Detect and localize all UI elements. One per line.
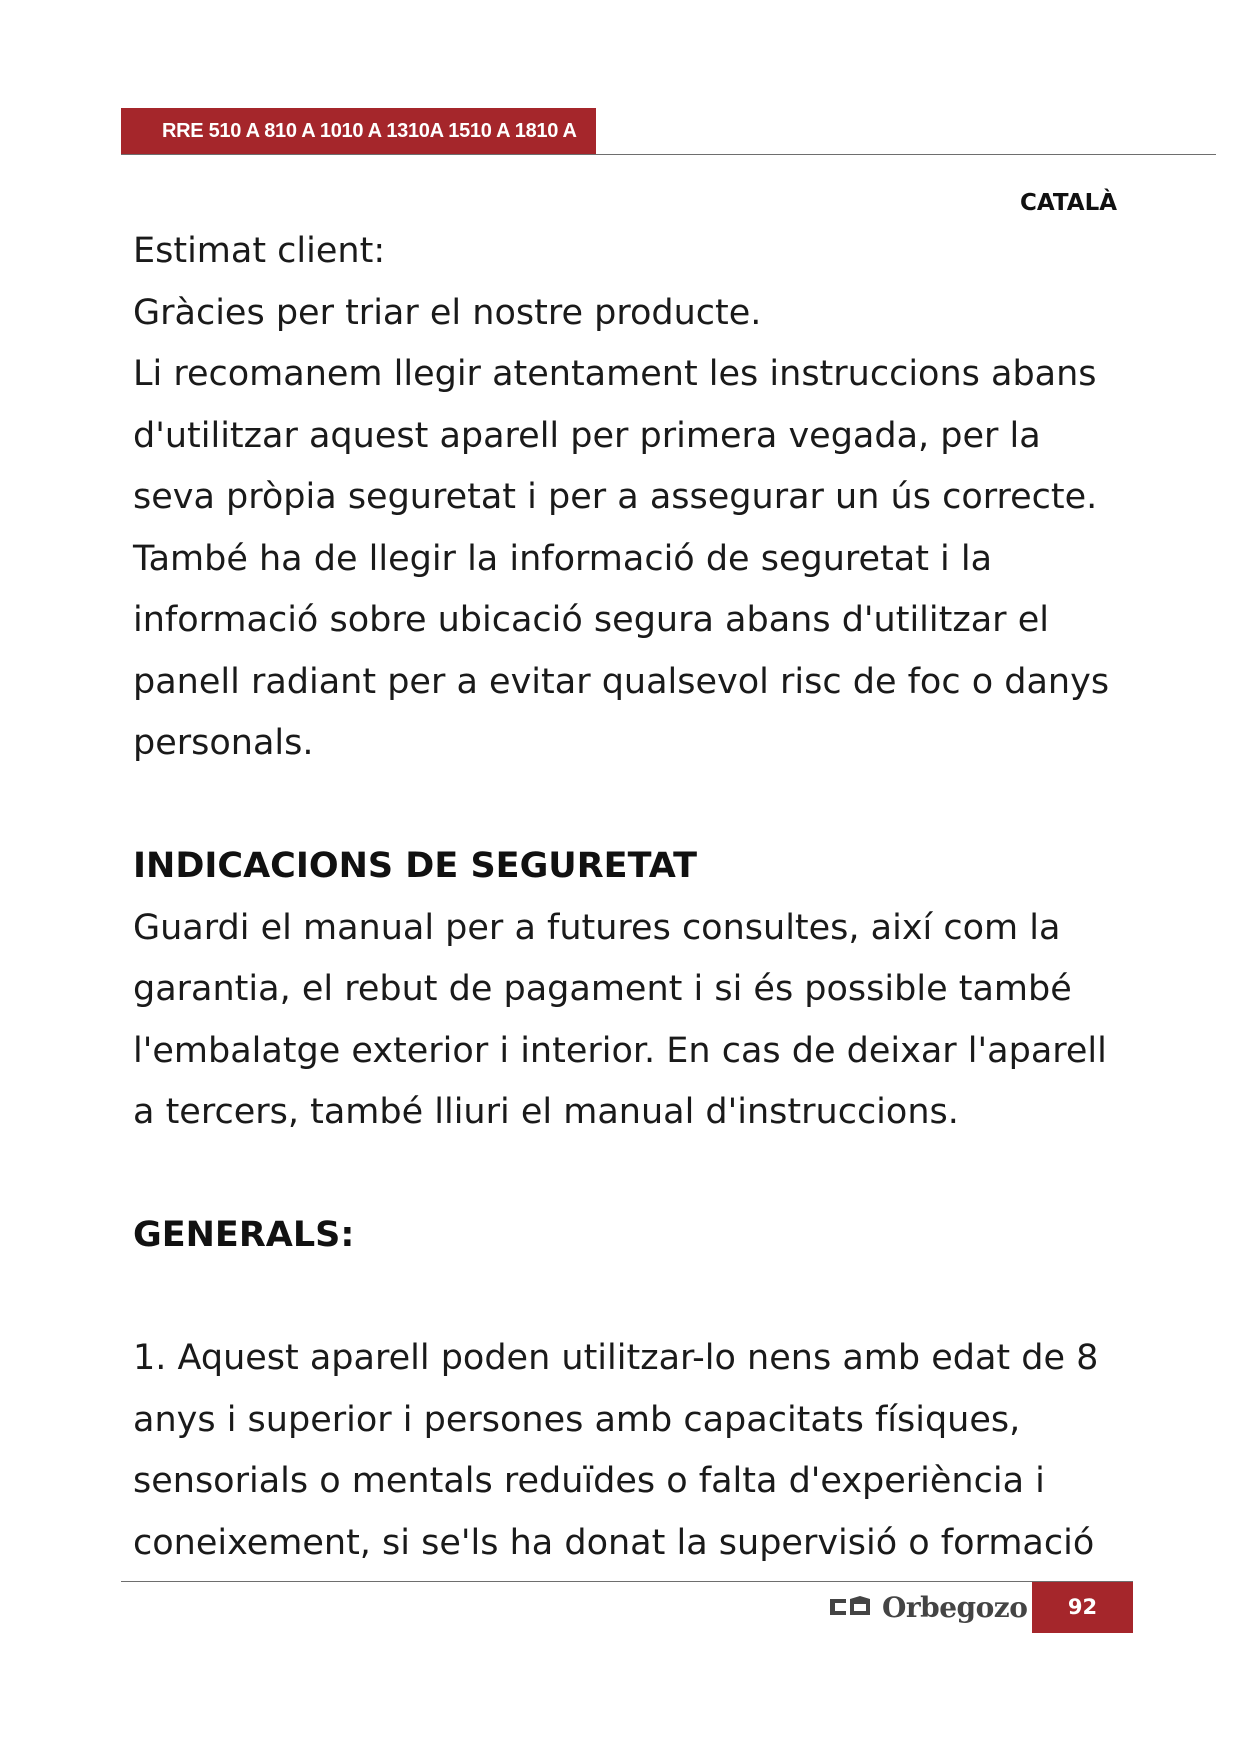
spacer — [133, 1267, 1133, 1329]
page-number: 92 — [1032, 1582, 1133, 1633]
model-label: RRE 510 A 810 A 1010 A 1310A 1510 A 1810 A — [121, 108, 596, 154]
greeting: Estimat client: — [133, 231, 386, 271]
recommendation-text: Li recomanem llegir atentament les instruccions abans d'utilitzar aquest aparell per primera vegada, per la seva pròpia seguretat i per a assegurar un ús correcte. — [133, 354, 1098, 517]
spacer — [133, 1144, 1133, 1206]
safety-heading: INDICACIONS DE SEGURETAT — [133, 846, 697, 886]
brand-mark-icon — [828, 1595, 872, 1619]
safety-text: Guardi el manual per a futures consultes, així com la garantia, el rebut de pagament i si és possible també l'embalatge exterior i interior. En cas de deixar l'aparell a tercers, també lliuri el manual d'instruccions. — [133, 907, 1107, 1132]
footer-divider — [121, 1581, 1133, 1582]
brand-name: Orbegozo — [882, 1590, 1028, 1624]
header-divider — [121, 154, 1216, 155]
page-body — [133, 221, 1133, 1574]
brand-logo — [828, 1591, 1027, 1623]
general-item-1: 1. Aquest aparell poden utilitzar-lo nens amb edat de 8 anys i superior i persones amb capacitats físiques, sensorials o mentals reduïdes o falta d'experiència i coneixement, si se'ls ha donat la supervisió o formació — [133, 1338, 1099, 1563]
safety-read-text: També ha de llegir la informació de seguretat i la informació sobre ubicació segura abans d'utilitzar el panell radiant per a evitar qualsevol risc de foc o danys personals. — [133, 538, 1110, 763]
spacer — [133, 775, 1133, 837]
thanks-text: Gràcies per triar el nostre producte. — [133, 292, 762, 333]
language-label: CATALÀ — [1020, 190, 1118, 216]
general-heading: GENERALS: — [133, 1215, 355, 1255]
